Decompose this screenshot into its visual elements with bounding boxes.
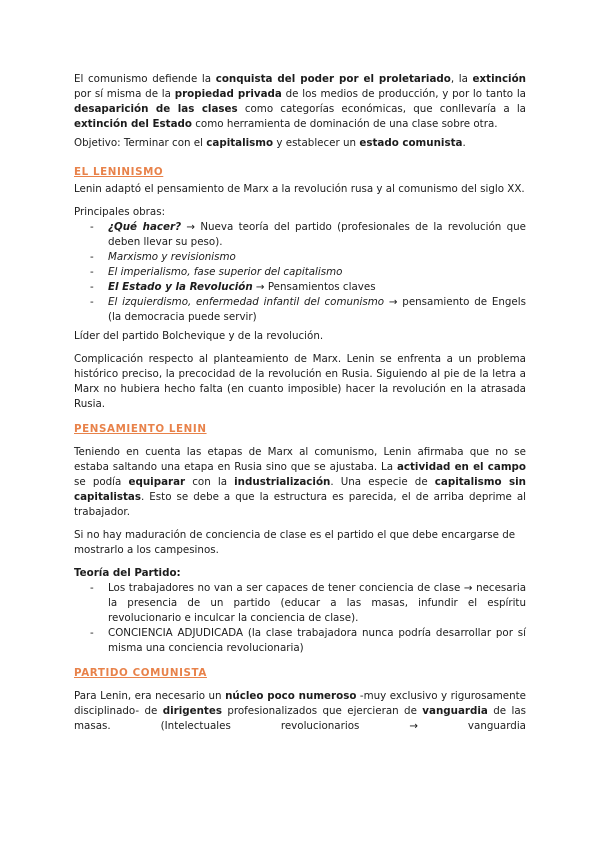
teoria-list [74, 581, 526, 656]
document-body [74, 72, 526, 738]
leader-paragraph: Líder del partido Bolchevique y de la revolución. [74, 330, 324, 342]
works-label: Principales obras: [74, 206, 166, 218]
maduracion-paragraph: Si no hay maduración de conciencia de clase es el partido el que debe encargarse de mostrarlo a los campesinos. [74, 529, 516, 556]
section-heading-leninismo: EL LENINISMO [74, 166, 164, 178]
leninismo-intro: Lenin adaptó el pensamiento de Marx a la revolución rusa y al comunismo del siglo XX. [74, 183, 525, 195]
list-item: - ¿Qué hacer? → Nueva teoría del partido (profesionales de la revolución que deben llevar su peso). [74, 220, 526, 250]
partido-paragraph: Para Lenin, era necesario un núcleo poco numeroso -muy exclusivo y rigurosamente disciplinado- de dirigentes profesionalizados que ejercieran de vanguardia de las masas. (Intelectuales revolucionarios → vanguardia [74, 690, 527, 732]
list-item: - Marxismo y revisionismo [74, 250, 526, 265]
section-heading-partido: PARTIDO COMUNISTA [74, 667, 207, 679]
list-item: - Los trabajadores no van a ser capaces de tener conciencia de clase → necesaria la presencia de un partido (educar a las masas, infundir el espíritu revolucionario e inculcar la conciencia de clase). [74, 581, 526, 626]
teoria-label: Teoría del Partido: [74, 567, 181, 579]
works-list [74, 220, 526, 325]
intro-paragraph: El comunismo defiende la conquista del poder por el proletariado, la extinción por sí misma de la propiedad privada de los medios de producción, y por lo tanto la desaparición de las clases como categorías económicas, que conllevaría a la extinción del Estado como herramienta de dominación de una clase sobre otra. [74, 73, 526, 130]
list-item: - El Estado y la Revolución → Pensamientos claves [74, 280, 526, 295]
list-item: - El imperialismo, fase superior del capitalismo [74, 265, 526, 280]
list-item: - El izquierdismo, enfermedad infantil del comunismo → pensamiento de Engels (la democracia puede servir) [74, 295, 526, 325]
section-heading-pensamiento: PENSAMIENTO LENIN [74, 423, 207, 435]
pensamiento-paragraph: Teniendo en cuenta las etapas de Marx al comunismo, Lenin afirmaba que no se estaba saltando una etapa en Rusia sino que se ajustaba. La actividad en el campo se podía equiparar con la industrialización. Una especie de capitalismo sin capitalistas. Esto se debe a que la estructura es parecida, el de arriba deprime al trabajador. [74, 446, 526, 518]
objective-paragraph: Objetivo: Terminar con el capitalismo y establecer un estado comunista. [74, 137, 466, 149]
complication-paragraph: Complicación respecto al planteamiento de Marx. Lenin se enfrenta a un problema histórico preciso, la precocidad de la revolución en Rusia. Siguiendo al pie de la letra a Marx no hubiera hecho falta (en cuanto imposible) hacer la revolución en la atrasada Rusia. [74, 353, 526, 410]
list-item: - CONCIENCIA ADJUDICADA (la clase trabajadora nunca podría desarrollar por sí misma una conciencia revolucionaria) [74, 626, 526, 656]
